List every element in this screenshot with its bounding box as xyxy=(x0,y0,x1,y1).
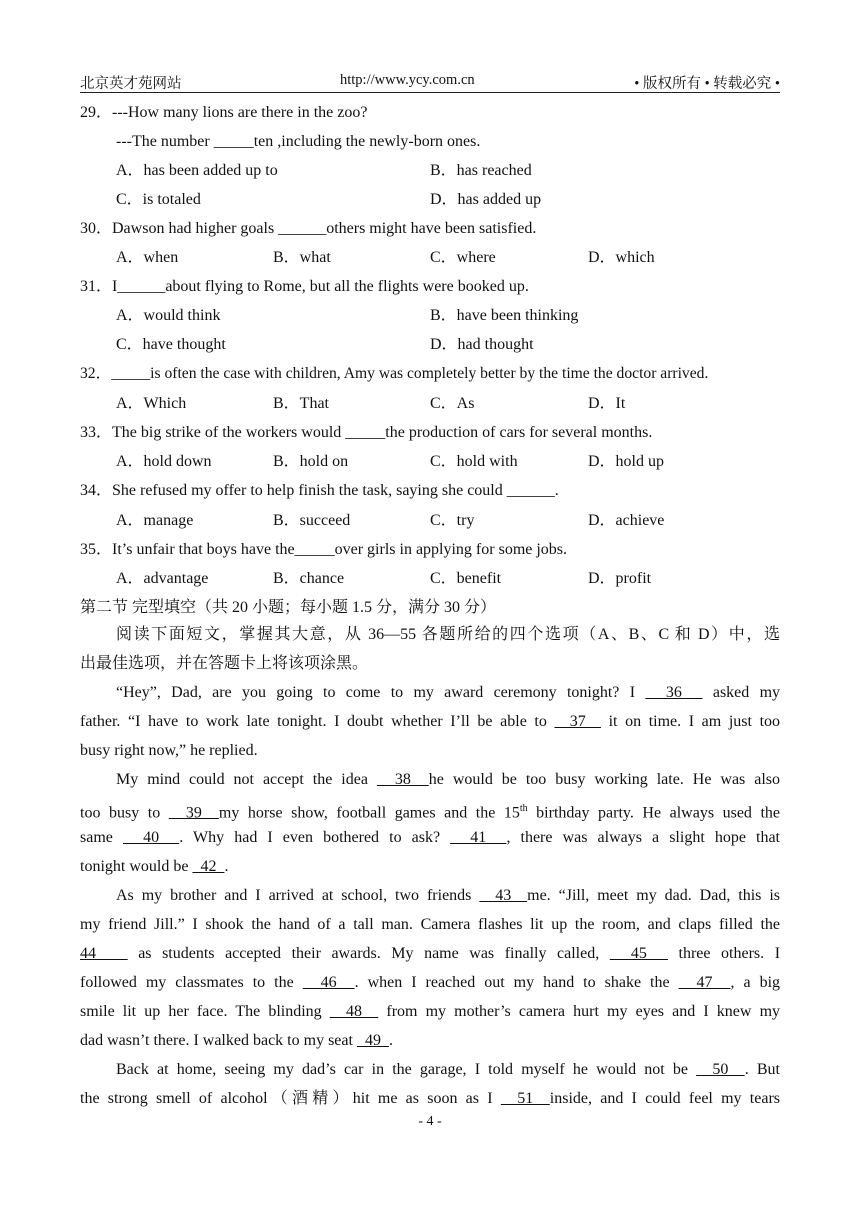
question-35-stem: 35．It’s unfair that boys have the_____over girls in applying for some jobs. xyxy=(80,541,568,558)
passage-line: smile lit up her face. The blinding 48 from my mother’s camera hurt my eyes and I knew my xyxy=(80,1003,781,1020)
passage-line: Back at home, seeing my dad’s car in the garage, I told myself he would not be 50 . But xyxy=(116,1061,780,1078)
passage-line: tonight would be 42 . xyxy=(80,858,229,875)
blank-43: 43 xyxy=(479,887,528,904)
blank-49: 49 xyxy=(356,1032,389,1049)
question-29-stem-2: ---The number _____ten ,including the newly-born ones. xyxy=(116,133,481,150)
passage-line: 44 as students accepted their awards. My name was finally called, 45 three others. I xyxy=(80,945,781,962)
question-34-option-d: D．achieve xyxy=(588,512,665,529)
question-34-stem: 34．She refused my offer to help finish the task, saying she could ______. xyxy=(80,482,559,499)
passage-line: father. “I have to work late tonight. I doubt whether I’ll be able to 37 it on time. I am just too xyxy=(80,713,781,730)
blank-47: 47 xyxy=(678,974,731,991)
question-32-option-a: A．Which xyxy=(116,395,187,412)
question-35-option-b: B．chance xyxy=(273,570,345,587)
header-url[interactable]: http://www.ycy.com.cn xyxy=(340,72,475,88)
passage-line: same 40 . Why had I even bothered to ask? 41 , there was always a slight hope that xyxy=(80,829,781,846)
question-29-option-b: B．has reached xyxy=(430,162,532,179)
question-30-option-a: A．when xyxy=(116,249,179,266)
question-35-option-a: A．advantage xyxy=(116,570,209,587)
question-31-option-a: A．would think xyxy=(116,307,221,324)
question-32-stem: 32．_____is often the case with children, Amy was completely better by the time the doctor arrived. xyxy=(80,365,709,382)
question-30-option-c: C．where xyxy=(430,249,496,266)
question-29-option-d: D．has added up xyxy=(430,191,542,208)
cloze-passage xyxy=(80,620,780,1113)
blank-40: 40 xyxy=(122,829,180,846)
question-34-option-b: B．succeed xyxy=(273,512,351,529)
question-31-option-b: B．have been thinking xyxy=(430,307,579,324)
question-30-stem: 30．Dawson had higher goals ______others might have been satisfied. xyxy=(80,220,537,237)
question-30-option-d: D．which xyxy=(588,249,655,266)
blank-51: 51 xyxy=(500,1090,550,1107)
question-35-option-d: D．profit xyxy=(588,570,652,587)
passage-line: the strong smell of alcohol（酒精）hit me as soon as I 51 inside, and I could feel my tears xyxy=(80,1090,780,1107)
header-site-name: 北京英才苑网站 xyxy=(80,76,182,92)
header-copyright: • 版权所有 • 转载必究 • xyxy=(634,76,780,92)
blank-36: 36 xyxy=(645,684,703,701)
passage-line: As my brother and I arrived at school, two friends 43 me. “Jill, meet my dad. Dad, this is xyxy=(116,887,781,904)
instruction-line-2: 出最佳选项，并在答题卡上将该项涂黑。 xyxy=(80,655,369,672)
question-33-option-b: B．hold on xyxy=(273,453,349,470)
section-title: 第二节 完型填空（共 20 小题；每小题 1.5 分，满分 30 分） xyxy=(80,599,497,616)
question-31-option-d: D．had thought xyxy=(430,336,534,353)
instruction-line-1: 阅读下面短文，掌握其大意，从 36—55 各题所给的四个选项（A、B、C 和 D）中，选 xyxy=(116,626,780,643)
blank-39: 39 xyxy=(168,804,219,822)
blank-38: 38 xyxy=(376,771,429,788)
blank-37: 37 xyxy=(554,713,601,730)
question-34-option-c: C．try xyxy=(430,512,475,529)
passage-line: busy right now,” he replied. xyxy=(80,742,258,759)
blank-42: 42 xyxy=(192,858,225,875)
question-32-option-b: B．That xyxy=(273,395,329,412)
blank-48: 48 xyxy=(329,1003,379,1020)
question-32-option-c: C．As xyxy=(430,395,475,412)
question-29-option-a: A．has been added up to xyxy=(116,162,278,179)
question-33-option-d: D．hold up xyxy=(588,453,665,470)
passage-line: dad wasn’t there. I walked back to my seat 49 . xyxy=(80,1032,393,1049)
page-number: - 4 - xyxy=(418,1114,442,1129)
question-29-stem: 29．---How many lions are there in the zoo? xyxy=(80,104,368,121)
question-31-stem: 31．I______about flying to Rome, but all the flights were booked up. xyxy=(80,278,529,295)
question-34-option-a: A．manage xyxy=(116,512,194,529)
question-33-option-c: C．hold with xyxy=(430,453,518,470)
blank-45: 45 xyxy=(609,945,668,962)
blank-50: 50 xyxy=(696,1061,745,1078)
page-header xyxy=(80,70,780,93)
question-35-option-c: C．benefit xyxy=(430,570,502,587)
question-32-option-d: D．It xyxy=(588,395,626,412)
passage-line: “Hey”, Dad, are you going to come to my award ceremony tonight? I 36 asked my xyxy=(116,684,781,701)
passage-line: My mind could not accept the idea 38 he would be too busy working late. He was also xyxy=(116,771,781,788)
question-29-option-c: C．is totaled xyxy=(116,191,201,208)
passage-line: followed my classmates to the 46 . when I reached out my hand to shake the 47 , a big xyxy=(80,974,781,991)
passage-line: my friend Jill.” I shook the hand of a tall man. Camera flashes lit up the room, and claps filled the xyxy=(80,916,780,933)
blank-44: 44 xyxy=(80,945,128,962)
blank-46: 46 xyxy=(302,974,355,991)
question-30-option-b: B．what xyxy=(273,249,331,266)
question-33-option-a: A．hold down xyxy=(116,453,212,470)
question-33-stem: 33．The big strike of the workers would _____the production of cars for several months. xyxy=(80,424,653,441)
superscript-th: th xyxy=(519,803,528,814)
passage-line: too busy to 39 my horse show, football games and the 15th birthday party. He always used the xyxy=(80,803,781,822)
blank-41: 41 xyxy=(450,829,507,846)
question-31-option-c: C．have thought xyxy=(116,336,226,353)
